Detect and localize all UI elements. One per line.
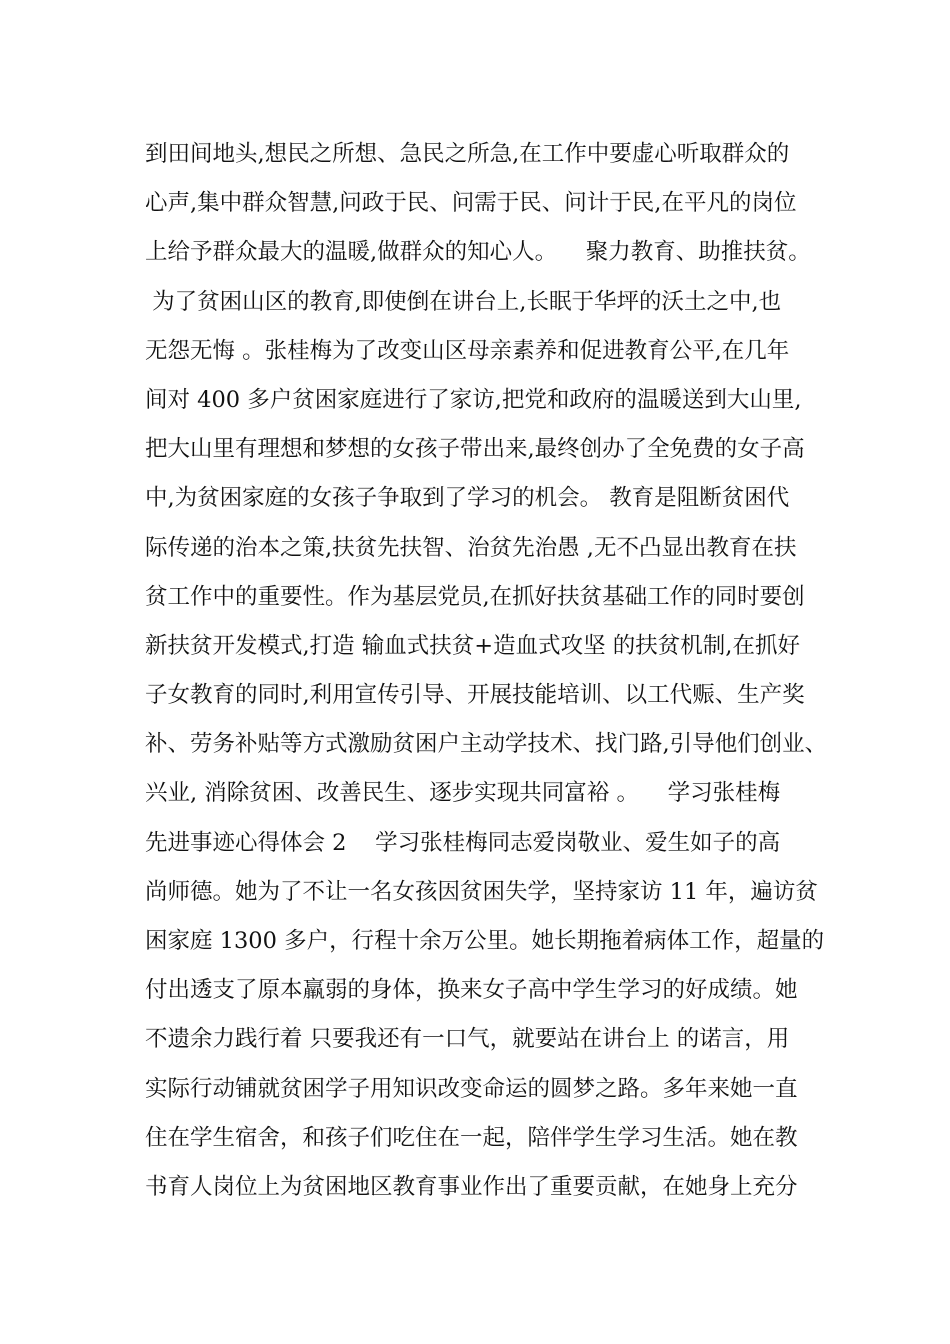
text-line: 先进事迹心得体会 2 学习张桂梅同志爱岗敬业、爱生如子的高 <box>145 829 781 856</box>
text-line: 到田间地头,想民之所想、急民之所急,在工作中要虚心听取群众的 <box>145 141 790 167</box>
text-line: 心声,集中群众智慧,问政于民、问需于民、问计于民,在平凡的岗位 <box>145 190 797 217</box>
text-line: 间对 400 多户贫困家庭进行了家访,把党和政府的温暖送到大山里, <box>145 386 802 413</box>
text-line: 实际行动铺就贫困学子用知识改变命运的圆梦之路。多年来她一直 <box>145 1075 798 1102</box>
text-line: 书育人岗位上为贫困地区教育事业作出了重要贡献，在她身上充分 <box>145 1173 798 1200</box>
text-line: 为了贫困山区的教育,即使倒在讲台上,长眠于华坪的沃土之中,也 <box>145 288 782 315</box>
text-line: 住在学生宿舍，和孩子们吃住在一起，陪伴学生学习生活。她在教 <box>145 1124 798 1151</box>
text-line: 兴业, 消除贫困、改善民生、逐步实现共同富裕 。 学习张桂梅 <box>145 780 781 807</box>
text-line: 尚师德。她为了不让一名女孩因贫困失学，坚持家访 11 年，遍访贫 <box>145 878 818 905</box>
text-line: 不遗余力践行着 只要我还有一口气，就要站在讲台上 的诺言，用 <box>145 1026 790 1053</box>
text-line: 贫工作中的重要性。作为基层党员,在抓好扶贫基础工作的同时要创 <box>145 583 805 610</box>
text-line: 把大山里有理想和梦想的女孩子带出来,最终创办了全免费的女子高 <box>145 436 805 463</box>
text-line: 困家庭 1300 多户，行程十余万公里。她长期拖着病体工作，超量的 <box>145 928 825 954</box>
body-text <box>145 130 845 1212</box>
text-line: 补、劳务补贴等方式激励贫困户主动学技术、找门路,引导他们创业、 <box>145 731 828 758</box>
text-line: 新扶贫开发模式,打造 输血式扶贫+造血式攻坚 的扶贫机制,在抓好 <box>145 632 800 659</box>
text-line: 无怨无悔 。张桂梅为了改变山区母亲素养和促进教育公平,在几年 <box>145 337 790 364</box>
text-line: 上给予群众最大的温暖,做群众的知心人。 聚力教育、助推扶贫。 <box>145 239 811 266</box>
text-line: 子女教育的同时,利用宣传引导、开展技能培训、以工代赈、生产奖 <box>145 682 805 709</box>
text-line: 付出透支了原本羸弱的身体，换来女子高中学生学习的好成绩。她 <box>145 977 798 1004</box>
text-line: 中,为贫困家庭的女孩子争取到了学习的机会。 教育是阻断贫困代 <box>145 485 790 512</box>
text-line: 际传递的治本之策,扶贫先扶智、治贫先治愚 ,无不凸显出教育在扶 <box>145 534 797 561</box>
